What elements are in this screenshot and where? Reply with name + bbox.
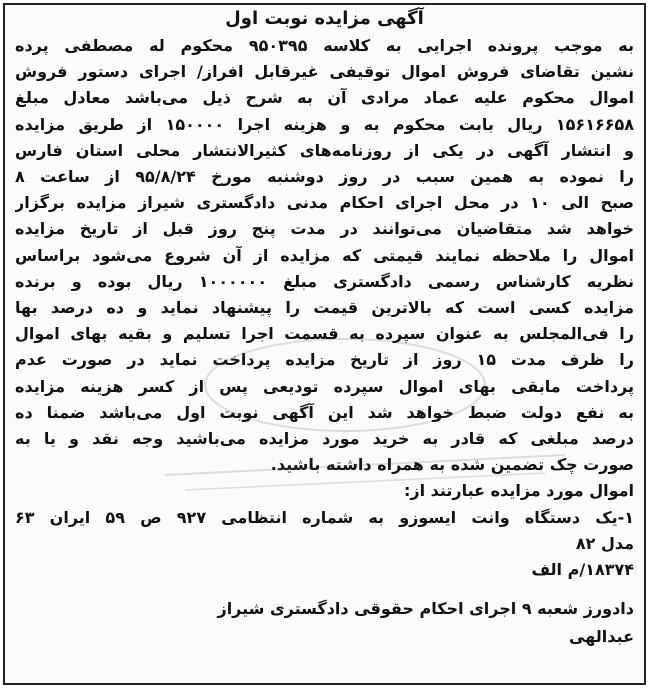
notice-frame (3, 3, 646, 685)
body-line: ۱۵۶۱۶۶۵۸ ریال بابت محکوم به و هزینه اجرا ۱۵۰۰۰۰ از طریق مزایده (15, 114, 634, 134)
notice-body (15, 33, 634, 478)
signature-name: عبدالهی (569, 627, 634, 647)
body-line: را ظرف مدت ۱۵ روز از تاریخ مزایده پرداخت نماید در صورت عدم (15, 350, 634, 370)
body-line: صبح الی ۱۰ در محل اجرای احکام مدنی دادگستری شیراز مزایده برگزار (15, 193, 634, 213)
signature-block (15, 595, 634, 651)
body-line: نظریه کارشناس رسمی دادگستری مبلغ ۱۰۰۰۰۰۰ ریال بوده و برنده (15, 271, 634, 291)
auction-item-model: مدل ۸۲ (575, 533, 634, 553)
signature-title: دادورز شعبه ۹ اجرای احکام حقوقی دادگستری شیراز (217, 599, 634, 619)
body-line: درصد مبلغی که قادر به خرید مورد مزایده می‌باشید وجه نقد و یا به (15, 429, 634, 449)
reference-number: ۱۸۳۷۴/م الف (531, 560, 634, 580)
body-line: به موجب پرونده اجرایی به کلاسه ۹۵۰۳۹۵ محکوم له مصطفی پرده (15, 36, 634, 55)
body-line: و انتشار آگهی در یکی از روزنامه‌های کثیرالانتشار محلی استان فارس (15, 140, 634, 160)
body-line: اموال را ملاحظه نمایند قیمتی که مزایده از آن شروع می‌شود براساس (15, 245, 634, 265)
body-line: نشین تقاضای فروش اموال توقیفی غیرقابل افراز/ اجرای دستور فروش (15, 62, 634, 82)
body-line: صورت چک تضمین شده به همراه داشته باشید. (270, 455, 634, 475)
notice-content (15, 7, 634, 651)
notice-title: آگهی مزایده نوبت اول (225, 8, 424, 29)
items-heading: اموال مورد مزایده عبارتند از: (403, 481, 634, 501)
body-line: خواهد شد متقاضیان می‌توانند در مدت پنج روز قبل از تاریخ مزایده (15, 219, 634, 239)
body-line: پرداخت مابقی بهای اموال سپرده تودیعی پس از کسر هزینه مزایده (15, 376, 634, 396)
body-line: را نموده به همین سبب در روز دوشنبه مورخ ۹۵/۸/۲۴ از ساعت ۸ (15, 167, 634, 187)
body-line: مزایده کسی است که بالاترین قیمت را پیشنهاد نماید و ده درصد بها (15, 298, 634, 318)
body-line: به نفع دولت ضبط خواهد شد این آگهی نوبت اول می‌باشد ضمنا ده (15, 402, 634, 422)
auction-item: ۱-یک دستگاه وانت ایسوزو به شماره انتظامی ۹۲۷ ص ۵۹ ایران ۶۳ (15, 507, 635, 527)
body-line: اموال محکوم علیه عماد مرادی آن به شرح ذیل می‌باشد معادل مبلغ (15, 88, 634, 108)
body-line: را فی‌المجلس به عنوان سپرده به قسمت اجرا تسلیم و بقیه بهای اموال (15, 324, 634, 344)
